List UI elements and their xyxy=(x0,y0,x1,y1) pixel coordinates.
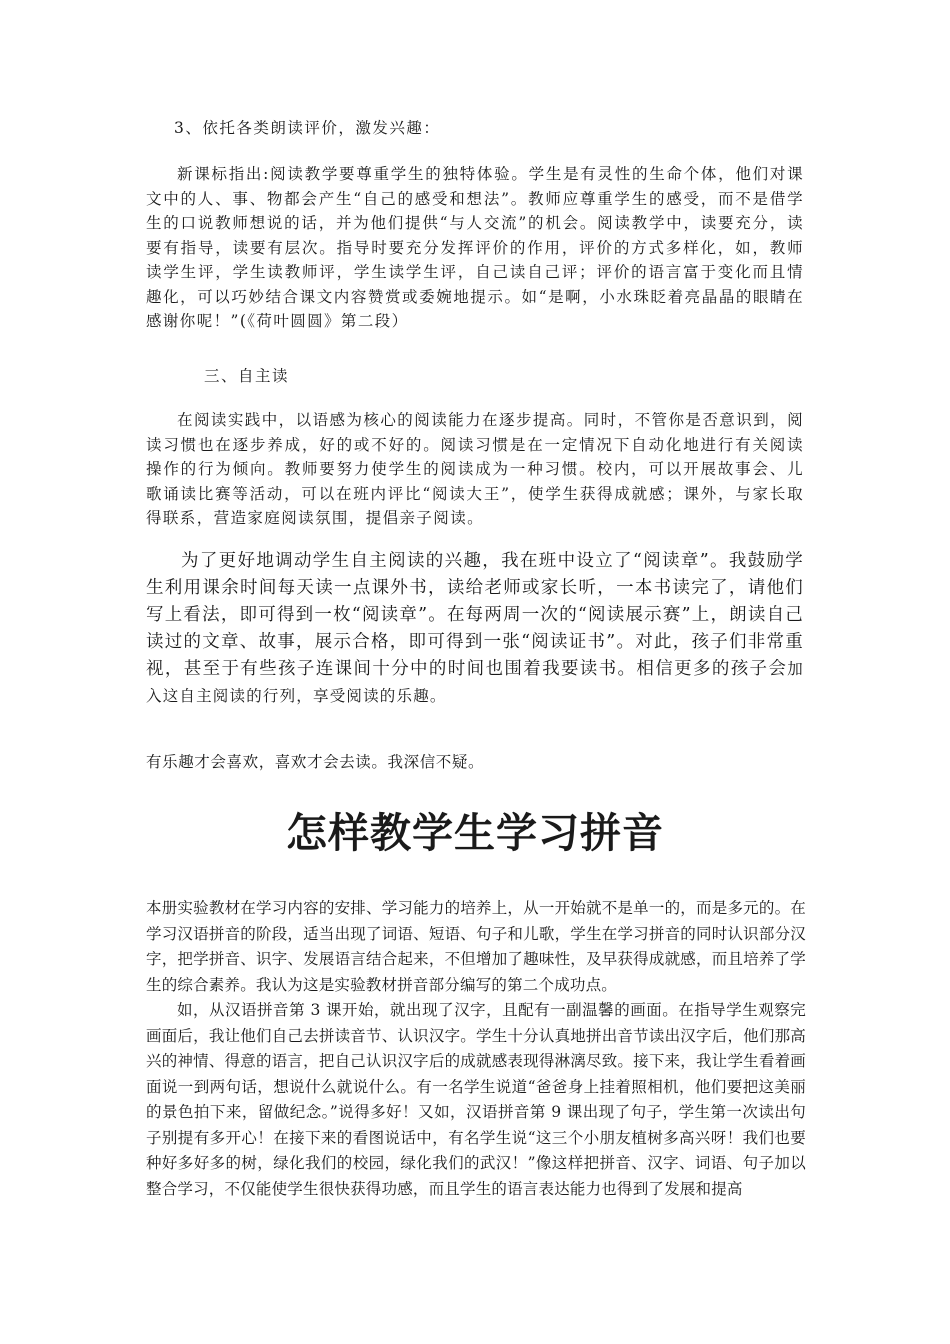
article-title: 怎样教学生学习拼音 xyxy=(286,809,664,857)
paragraph-reading-habits: 在阅读实践中，以语感为核心的阅读能力在逐步提高。同时，不管你是否意识到，阅读习惯也在逐步养成，好的或不好的。阅读习惯是在一定情况下自动化地进行有关阅读操作的行为倾向。教师要努力使学生的阅读成为一种习惯。校内，可以开展故事会、儿歌诵读比赛等活动，可以在班内评比“阅读大王”，使学生获得成就感；课外，与家长取得联系，营造家庭阅读氛围，提倡亲子阅读。 xyxy=(146,411,804,527)
paragraph-textbook-design: 本册实验教材在学习内容的安排、学习能力的培养上，从一开始就不是单一的，而是多元的。在学习汉语拼音的阶段，适当出现了词语、短语、句子和儿歌，学生在学习拼音的同时认识部分汉字，把学拼音、识字、发展语言结合起来，不但增加了趣味性，及早获得成就感，而且培养了学生的综合素养。我认为这是实验教材拼音部分编写的第二个成功点。 xyxy=(146,899,806,994)
paragraph-conclusion: 有乐趣才会喜欢，喜欢才会去读。我深信不疑。 xyxy=(146,753,485,771)
section-3-heading: 3、依托各类朗读评价，激发兴趣： xyxy=(174,119,441,137)
paragraph-reading-evaluation: 新课标指出:阅读教学要尊重学生的独特体验。学生是有灵性的生命个体，他们对课文中的人、事、物都会产生“自己的感受和想法”。教师应尊重学生的感受，而不是借学生的口说教师想说的话，并为他们提供“与人交流”的机会。阅读教学中，读要充分，读要有指导，读要有层次。指导时要充分发挥评价的作用，评价的方式多样化，如，教师读学生评，学生读教师评，学生读学生评，自己读自己评；评价的语言富于变化而且情趣化，可以巧妙结合课文内容赞赏或委婉地提示。如“是啊，小水珠眨着亮晶晶的眼睛在感谢你呢！”(《荷叶圆圆》第二段） xyxy=(146,165,804,330)
paragraph-pinyin-example: 如，从汉语拼音第 3 课开始，就出现了汉字，且配有一副温馨的画面。在指导学生观察完画面后，我让他们自己去拼读音节、认识汉字。学生十分认真地拼出音节读出汉字后，他们那高兴的神情、得意的语言，把自己认识汉字后的成就感表现得淋漓尽致。接下来，我让学生看着画面说一到两句话，想说什么就说什么。有一名学生说道“爸爸身上挂着照相机，他们要把这美丽的景色拍下来，留做纪念。”说得多好！又如，汉语拼音第 9 课出现了句子，学生第一次读出句子别提有多开心！在接下来的看图说话中，有名学生说“这三个小朋友植树多高兴呀！我们也要种好多好多的树，绿化我们的校园，绿化我们的武汉！”像这样把拼音、汉字、词语、句子加以整合学习，不仅能使学生很快获得功感，而且学生的语言表达能力也得到了发展和提高 xyxy=(146,1001,806,1198)
paragraph-reading-badge-main: 为了更好地调动学生自主阅读的兴趣，我在班中设立了“阅读章”。我鼓励学生利用课余时间每天读一点课外书，读给老师或家长听，一本书读完了，请他们写上看法，即可得到一枚“阅读章”。在每两周一次的“阅读展示赛”上，朗读自己读过的文章、故事，展示合格，即可得到一张“阅读证书”。对此，孩子们非常重视，甚至于有些孩子连课间十分中的时间也围着我要读书。相信更多的孩子会 xyxy=(146,551,804,679)
paragraph-reading-badge xyxy=(146,548,804,710)
section-three-heading: 三、自主读 xyxy=(204,367,290,385)
paragraph-reading-badge-tail: 加入这自主阅读的行列，享受阅读的乐趣。 xyxy=(146,660,804,705)
